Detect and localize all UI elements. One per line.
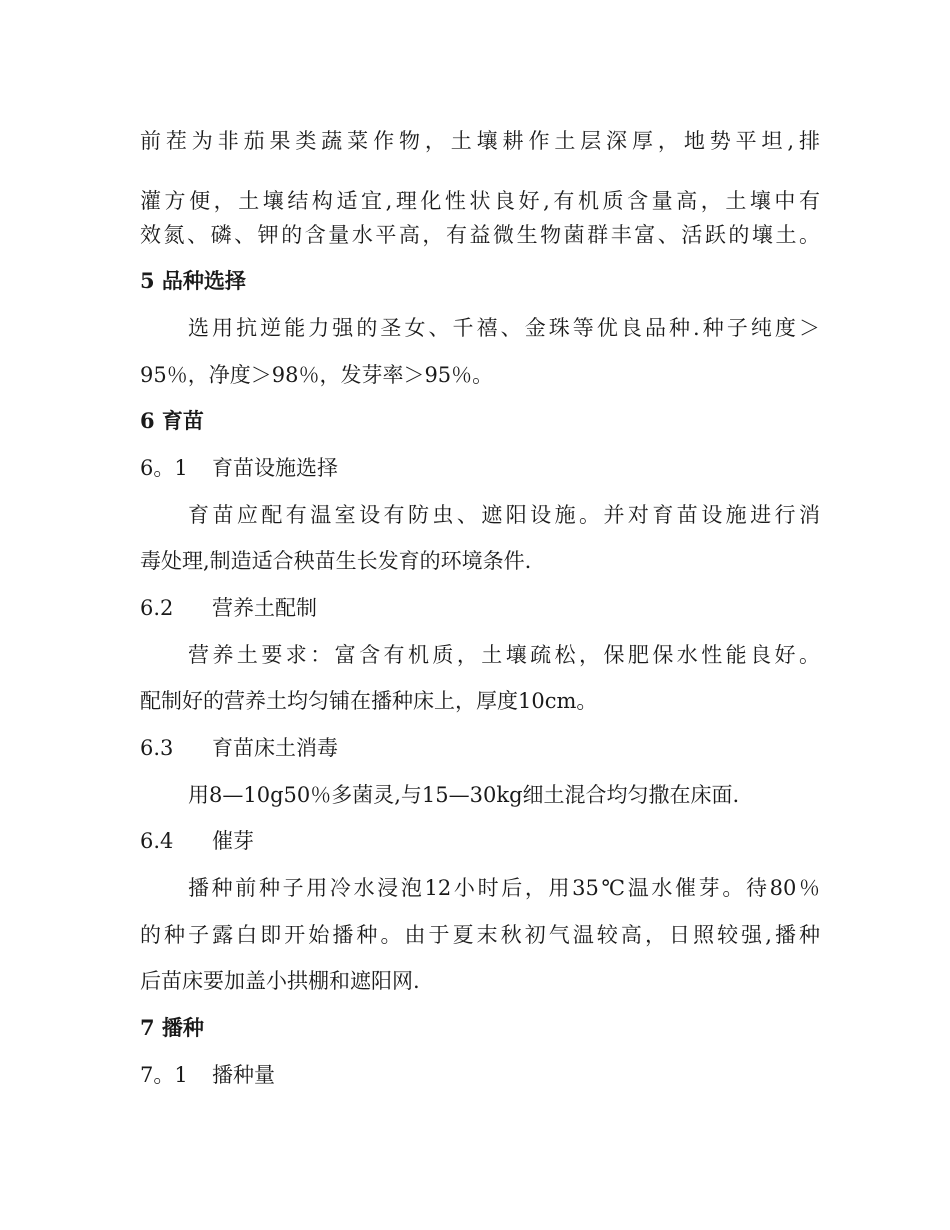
section-heading-6: 6 育苗	[140, 408, 204, 433]
paragraph-line: 毒处理,制造适合秧苗生长发育的环境条件.	[140, 549, 532, 573]
paragraph-line: 灌方便，土壤结构适宜,理化性状良好,有机质含量高，土壤中有	[140, 189, 820, 213]
paragraph-line: 效氮、磷、钾的含量水平高，有益微生物菌群丰富、活跃的壤土。	[140, 223, 820, 247]
subsection-number: 7。1	[140, 1063, 188, 1087]
paragraph-line: 育苗应配有温室设有防虫、遮阳设施。并对育苗设施进行消	[188, 503, 820, 527]
subsection-number: 6.4	[140, 829, 174, 853]
paragraph-line: 95％，净度＞98％，发芽率＞95％。	[140, 363, 494, 387]
paragraph-line: 营养土要求：富含有机质，土壤疏松，保肥保水性能良好。	[188, 643, 820, 667]
paragraph-line: 前茬为非茄果类蔬菜作物，土壤耕作土层深厚，地势平坦,排	[140, 129, 820, 153]
paragraph-line: 用8—10g50％多菌灵,与15—30kg细土混合均匀撒在床面.	[188, 783, 740, 807]
subsection-heading-7-1	[140, 1060, 820, 1090]
paragraph-line: 配制好的营养土均匀铺在播种床上，厚度10cm。	[140, 689, 598, 713]
paragraph-line: 的种子露白即开始播种。由于夏末秋初气温较高，日照较强,播种	[140, 923, 820, 947]
subsection-number: 6.3	[140, 736, 174, 760]
subsection-title: 育苗设施选择	[212, 456, 338, 480]
subsection-heading-6-3	[140, 733, 820, 763]
subsection-title: 播种量	[212, 1063, 275, 1087]
subsection-number: 6.2	[140, 596, 174, 620]
paragraph-line: 播种前种子用冷水浸泡12小时后，用35℃温水催芽。待80％	[188, 876, 820, 900]
subsection-heading-6-1	[140, 453, 820, 483]
subsection-number: 6。1	[140, 456, 188, 480]
section-heading-7: 7 播种	[140, 1015, 204, 1040]
subsection-title: 催芽	[212, 829, 254, 853]
paragraph-line: 选用抗逆能力强的圣女、千禧、金珠等优良品种.种子纯度＞	[188, 316, 820, 340]
subsection-title: 育苗床土消毒	[212, 736, 338, 760]
paragraph-line: 后苗床要加盖小拱棚和遮阳网.	[140, 969, 420, 993]
subsection-heading-6-4	[140, 826, 820, 856]
subsection-heading-6-2	[140, 593, 820, 623]
subsection-title: 营养土配制	[212, 596, 317, 620]
section-heading-5: 5 品种选择	[140, 268, 246, 293]
